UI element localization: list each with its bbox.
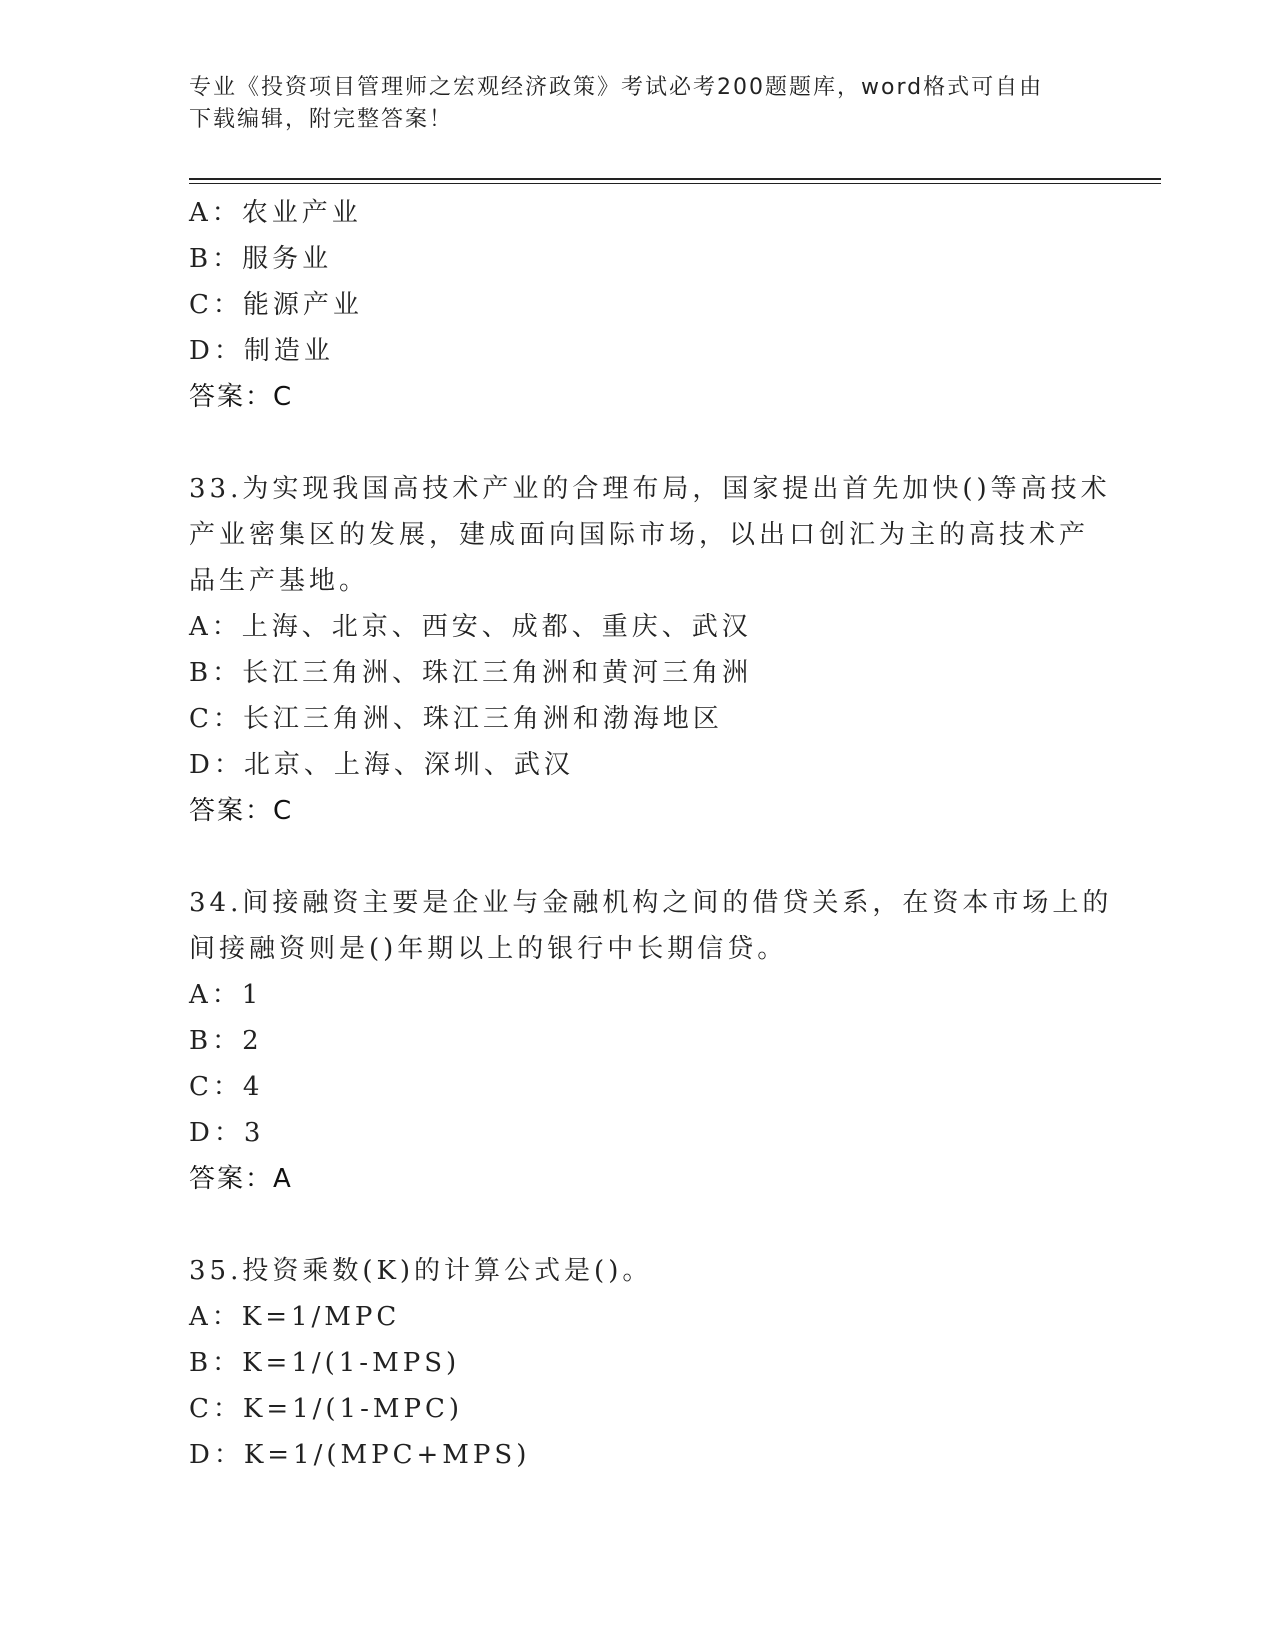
question-33 [189,466,1111,834]
spacer [189,1202,1089,1248]
question-list [189,190,1113,1478]
question-35 [189,1248,1089,1478]
option-a: A：K=1/MPC [189,1302,401,1332]
option-c: C：能源产业 [189,290,363,320]
question-34 [189,880,1113,1202]
document-header [189,72,1069,136]
question-stem-line: 产业密集区的发展，建成面向国际市场，以出口创汇为主的高技术产 [189,520,1090,550]
option-a: A：农业产业 [189,198,362,228]
option-d: D：K=1/(MPC+MPS) [189,1440,531,1470]
header-line-1: 专业《投资项目管理师之宏观经济政策》考试必考200题题库，word格式可自由 [189,75,1044,100]
question-stem-line: 间接融资则是()年期以上的银行中长期信贷。 [189,934,788,964]
header-rule-thin [189,183,1161,184]
spacer [189,420,1089,466]
question-stem-line: 品生产基地。 [189,566,370,596]
answer-line: 答案：C [189,382,294,412]
answer-line: 答案：C [189,796,294,826]
option-b: B：服务业 [189,244,333,274]
option-b: B：2 [189,1026,263,1056]
option-c: C：K=1/(1-MPC) [189,1394,464,1424]
question-stem-line: 33.为实现我国高技术产业的合理布局，国家提出首先加快()等高技术 [189,474,1111,504]
option-b: B：长江三角洲、珠江三角洲和黄河三角洲 [189,658,753,688]
option-c: C：4 [189,1072,264,1102]
header-line-2: 下载编辑，附完整答案！ [189,107,454,132]
spacer [189,834,1089,880]
option-d: D：北京、上海、深圳、武汉 [189,750,574,780]
option-c: C：长江三角洲、珠江三角洲和渤海地区 [189,704,723,734]
header-rule-thick [189,178,1161,180]
answer-line: 答案：A [189,1164,293,1194]
question-stem-line: 34.间接融资主要是企业与金融机构之间的借贷关系，在资本市场上的 [189,888,1113,918]
option-a: A：1 [189,980,263,1010]
option-a: A：上海、北京、西安、成都、重庆、武汉 [189,612,752,642]
question-32 [189,190,1089,420]
question-stem-line: 35.投资乘数(K)的计算公式是()。 [189,1256,653,1286]
option-d: D：3 [189,1118,265,1148]
option-b: B：K=1/(1-MPS) [189,1348,461,1378]
option-d: D：制造业 [189,336,334,366]
